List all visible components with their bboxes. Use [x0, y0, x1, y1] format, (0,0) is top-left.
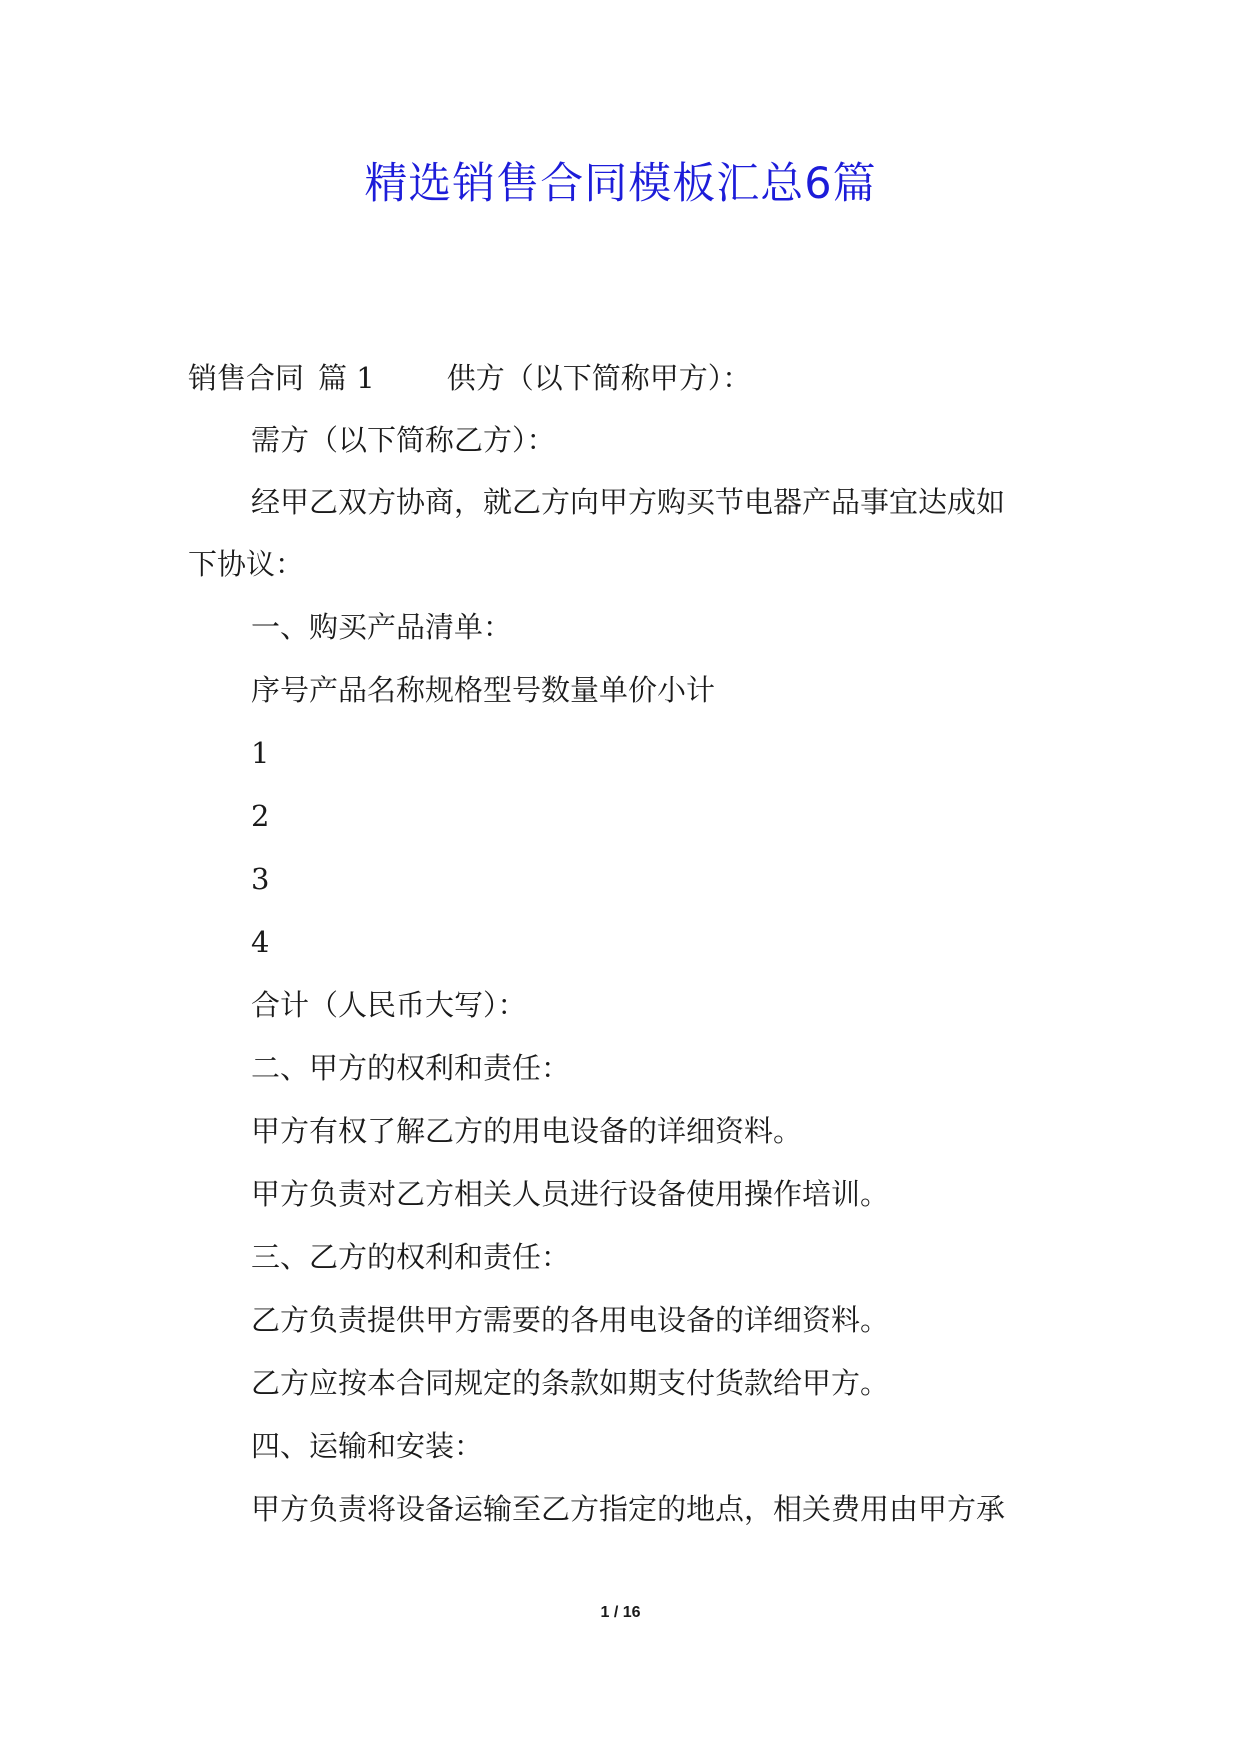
- contract-label: 销售合同: [188, 361, 305, 395]
- product-row-number: 1: [251, 736, 270, 770]
- party-b-clause: 乙方负责提供甲方需要的各用电设备的详细资料。: [251, 1303, 890, 1337]
- party-a-clause: 甲方有权了解乙方的用电设备的详细资料。: [251, 1114, 803, 1148]
- party-b-clause: 乙方应按本合同规定的条款如期支付货款给甲方。: [251, 1366, 890, 1400]
- product-row-number: 2: [251, 799, 270, 833]
- section-heading-party-b: 三、乙方的权利和责任：: [251, 1240, 571, 1274]
- agreement-intro-line: 经甲乙双方协商，就乙方向甲方购买节电器产品事宜达成如: [251, 485, 1006, 519]
- product-row-number: 4: [251, 925, 270, 959]
- product-row-number: 3: [251, 862, 270, 896]
- total-amount-line: 合计（人民币大写）：: [251, 988, 527, 1022]
- transport-clause: 甲方负责将设备运输至乙方指定的地点，相关费用由甲方承: [251, 1492, 1006, 1526]
- supplier-line: 供方（以下简称甲方）：: [446, 361, 752, 395]
- agreement-intro-continuation: 下协议：: [188, 547, 305, 581]
- page-number: 1 / 16: [600, 1604, 641, 1621]
- document-title: 精选销售合同模板汇总6篇: [364, 159, 877, 209]
- product-table-header: 序号产品名称规格型号数量单价小计: [251, 673, 716, 707]
- section-heading-party-a: 二、甲方的权利和责任：: [251, 1051, 571, 1085]
- section-heading-transport: 四、运输和安装：: [251, 1429, 484, 1463]
- section-heading-product-list: 一、购买产品清单：: [251, 610, 513, 644]
- article-number: 篇 1: [318, 361, 375, 395]
- contract-first-line: [188, 358, 751, 398]
- buyer-line: 需方（以下简称乙方）：: [251, 423, 556, 457]
- party-a-clause: 甲方负责对乙方相关人员进行设备使用操作培训。: [251, 1177, 890, 1211]
